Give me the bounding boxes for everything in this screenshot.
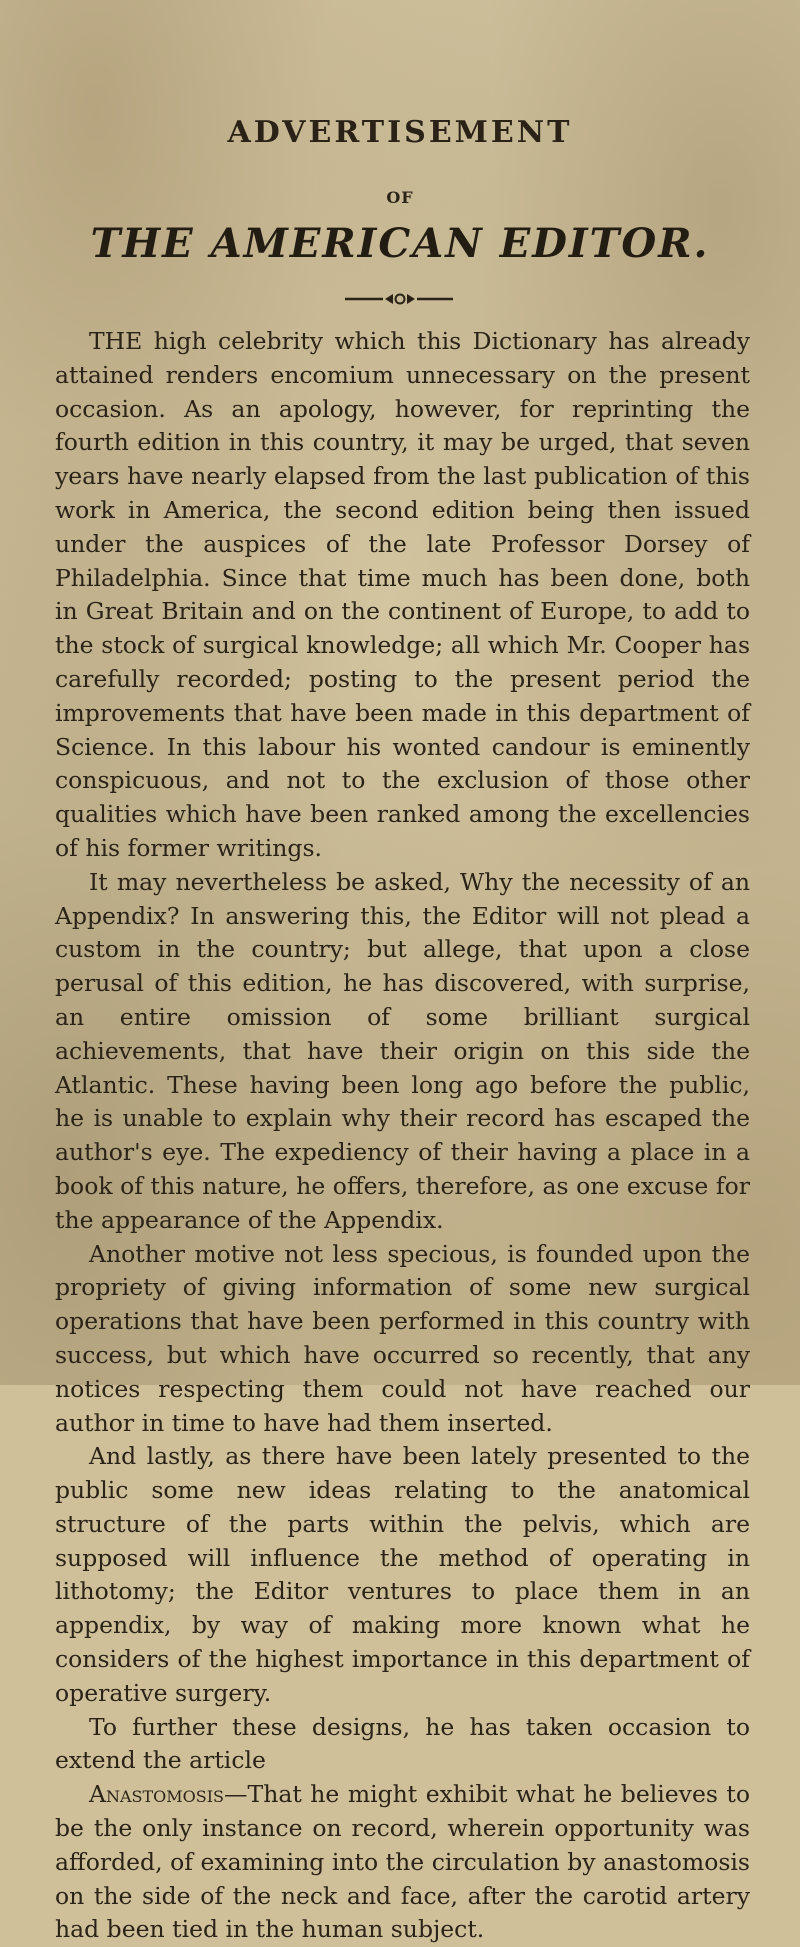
paragraph-5	[55, 1711, 750, 1779]
ornament-divider-icon	[335, 292, 465, 306]
body-text	[55, 325, 750, 1947]
paragraph-text: To further these designs, he has taken occasion to extend the article	[55, 1712, 750, 1775]
paragraph-lead: THE	[89, 327, 143, 355]
paragraph-text: It may nevertheless be asked, Why the necessity of an Appendix? In answering this, the Editor will not plead a custom in the country; but allege, that upon a close perusal of this edition, he has discovered, with surprise, an entire omission of some brilliant surgical achievements, that have their origin on this side the Atlantic. These having been long ago before the public, he is unable to explain why their record has escaped the author's eye. The expediency of their having a place in a book of this nature, he offers, therefore, as one excuse for the appearance of the Appendix.	[55, 867, 750, 1234]
paragraph-lead: Anastomosis	[89, 1780, 225, 1809]
paragraph-1	[55, 325, 750, 866]
paragraph-text: And lastly, as there have been lately presented to the public some new ideas relating to the anatomical structure of the parts within the pelvis, which are supposed will influence the method of operating in lithotomy; the Editor ventures to place them in an appendix, by way of making more known what he considers of the highest importance in this department of operative surgery.	[55, 1442, 750, 1707]
page-header	[0, 0, 800, 267]
paragraph-3	[55, 1238, 750, 1441]
advertisement-heading: ADVERTISEMENT	[227, 115, 573, 150]
paragraph-2	[55, 866, 750, 1238]
page-title: THE AMERICAN EDITOR.	[90, 220, 710, 267]
of-heading: OF	[386, 188, 414, 207]
paragraph-4	[55, 1440, 750, 1710]
paragraph-text: —That he might exhibit what he believes to be the only instance on record, wherein opportunity was afforded, of examining into the circulation by anastomosis on the side of the neck and face, after the carotid artery had been tied in the human subject.	[55, 1780, 750, 1944]
paragraph-text: high celebrity which this Dictionary has already attained renders encomium unnecessary on the present occasion. As an apology, however, for reprinting the fourth edition in this country, it may be urged, that seven years have nearly elapsed from the last publication of this work in America, the second edition being then issued under the auspices of the late Professor Dorsey of Philadelphia. Since that time much has been done, both in Great Britain and on the continent of Europe, to add to the stock of surgical knowledge; all which Mr. Cooper has carefully recorded; posting to the present period the improvements that have been made in this department of Science. In this labour his wonted candour is eminently conspicuous, and not to the exclusion of those other qualities which have been ranked among the excellencies of his former writings.	[55, 327, 750, 862]
paragraph-6	[55, 1778, 750, 1947]
paragraph-text: Another motive not less specious, is founded upon the propriety of giving information of some new surgical operations that have been performed in this country with success, but which have occurred so recently, that any notices respecting them could not have reached our author in time to have had them inserted.	[55, 1239, 750, 1437]
